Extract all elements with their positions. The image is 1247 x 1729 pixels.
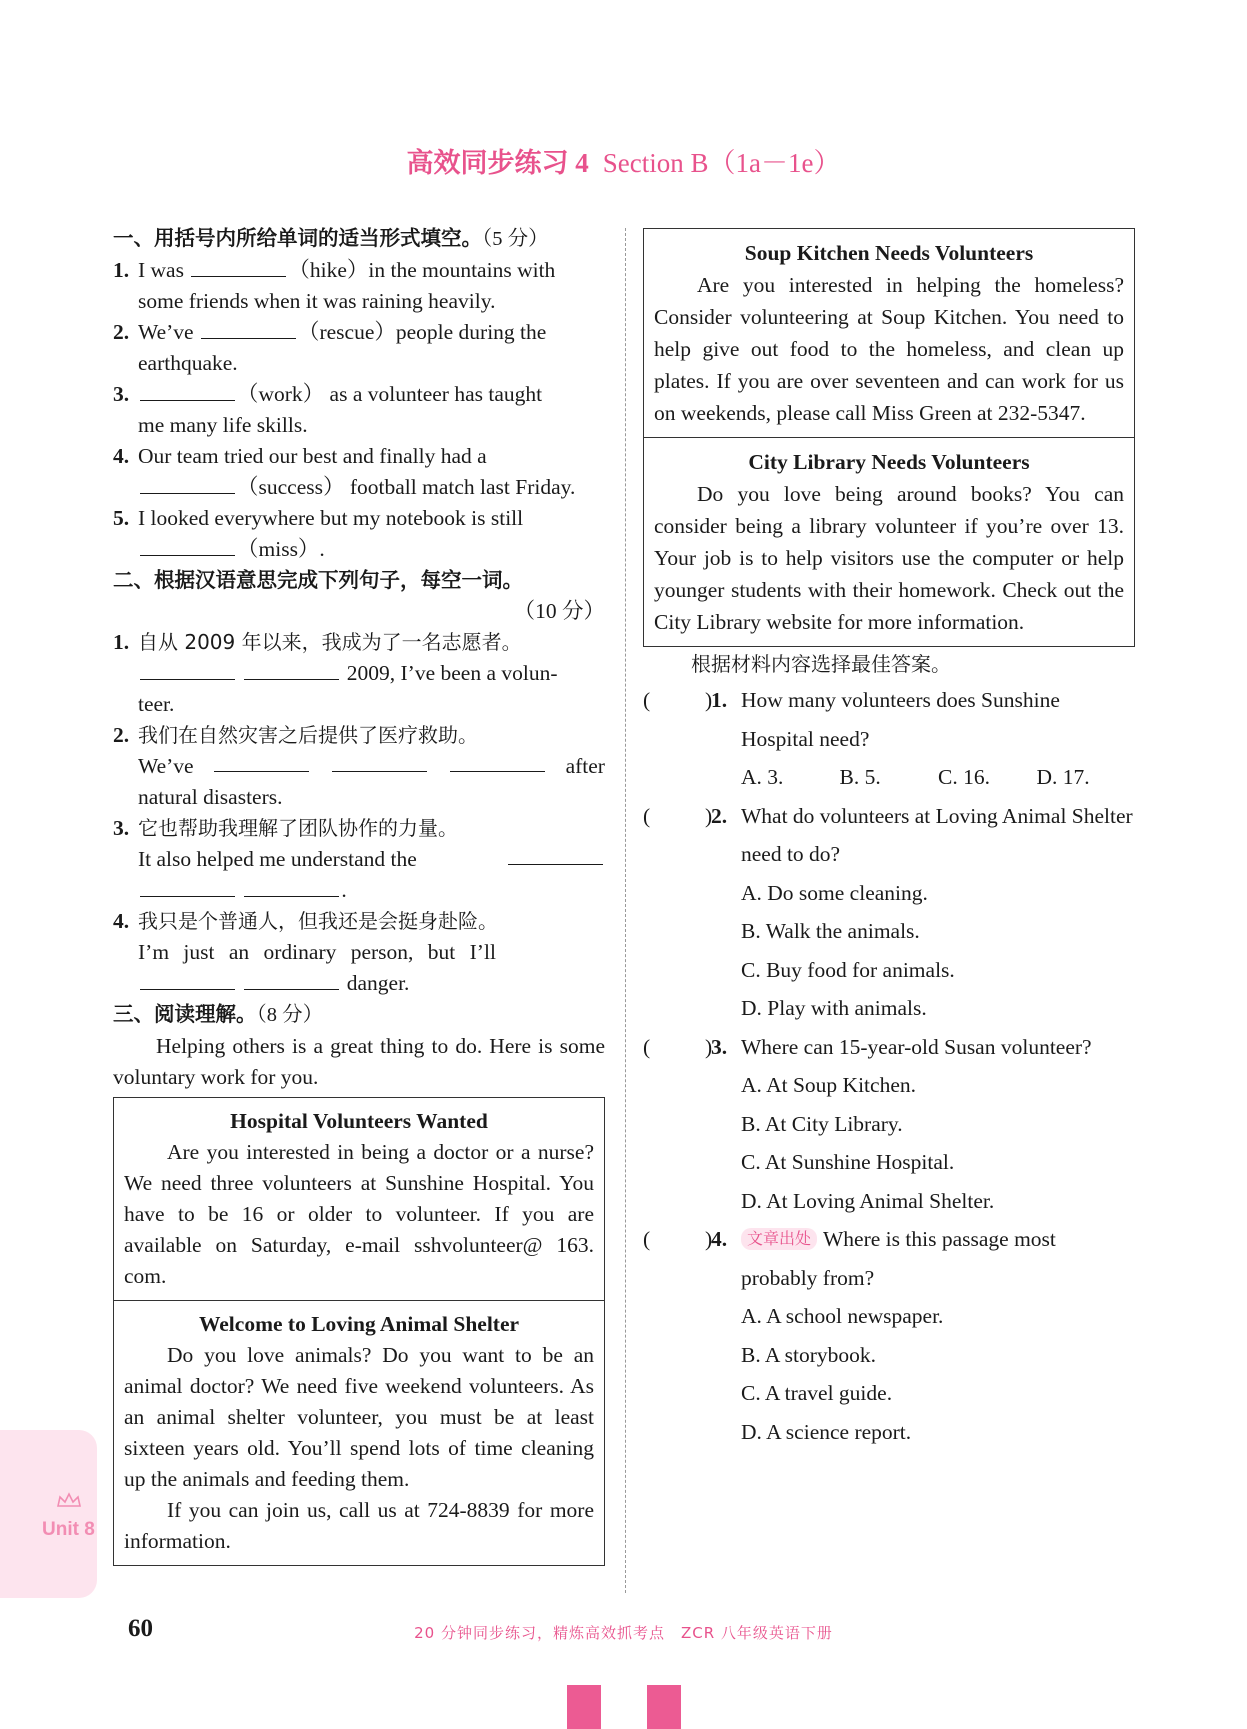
option[interactable]: D. 17. [1036,765,1090,789]
option[interactable]: D. At Loving Animal Shelter. [741,1188,995,1213]
answer-blank[interactable] [214,751,309,772]
part1-question-3: 3. （work） as a volunteer has taught me many life skills. [113,382,543,437]
mcq-question: How many volunteers does Sunshine Hospital need? [741,688,1060,751]
ad-title: Welcome to Loving Animal Shelter [198,1312,520,1336]
answer-bracket[interactable]: ( [643,688,651,712]
ad-animal-shelter [114,1300,604,1565]
ad-paragraph: Are you interested in helping the homeless? Consider volunteering at Soup Kitchen. You need to help give out food to the homeless, and clean up plates. If you are over seventeen and can work for us on weekends, please call Miss Green at 232-5347. [654,273,1124,425]
option[interactable]: B. At City Library. [741,1111,903,1136]
part1-question-1: 1. I was （hike）in the mountains with some friends when it was raining heavily. [113,258,556,313]
answer-bracket[interactable]: ( [643,1034,651,1059]
answer-bracket[interactable]: ( [643,1227,651,1251]
part1-question-5: 5. I looked everywhere but my notebook is still （miss）. [113,506,524,561]
part1-heading: 一、用括号内所给单词的适当形式填空。（5 分） [113,226,549,250]
answer-blank[interactable] [244,969,339,990]
part2-points: （10 分） [513,599,605,623]
ad-city-library [644,437,1134,646]
answer-blank[interactable] [450,751,545,772]
ad-paragraph: If you can join us, call us at 724-8839 for more information. [124,1498,594,1553]
mcq-2: ( ) 2. What do volunteers at Loving Animal Shelter need to do? A. Do some cleaning. B. Walk the animals. C. Buy food for animals. D. Play with animals. [643,797,1135,1028]
mcq-question: 文章出处 Where is this passage most probably from? [741,1227,1056,1290]
part1-question-2: 2. We’ve （rescue）people during the earthquake. [113,320,547,375]
part2-question-3: 3. 它也帮助我理解了团队协作的力量。 It also helped me understand the . [113,813,605,906]
unit-label: Unit 8 [42,1519,95,1540]
option[interactable]: D. Play with animals. [741,996,927,1020]
answer-blank[interactable] [140,876,235,897]
part1-question-4: 4. Our team tried our best and finally had a （success） football match last Friday. [113,444,576,499]
ad-paragraph: Are you interested in being a doctor or a nurse? We need three volunteers at Sunshine Hospital. You have to be 16 or older to volunteer. If you are available on Saturday, e-mail sshvolunteer@ 163. com. [124,1140,594,1288]
mcq-1: ( ) 1. How many volunteers does Sunshine Hospital need? A. 3. B. 5. C. 16. D. 17. [643,681,1135,797]
part2-question-2: 2. 我们在自然灾害之后提供了医疗救助。 We’ve after natural disasters. [113,723,605,809]
right-column [643,228,1135,1451]
option[interactable]: C. A travel guide. [741,1381,893,1405]
ad-box-right [643,228,1135,647]
option[interactable]: A. At Soup Kitchen. [741,1073,916,1097]
ad-title: Soup Kitchen Needs Volunteers [744,241,1034,265]
part2-question-1: 1. 自从 2009 年以来，我成为了一名志愿者。 2009, I’ve been a volun- teer. [113,630,558,716]
option[interactable]: A. Do some cleaning. [741,880,928,905]
reading-intro: Helping others is a great thing to do. Here is some voluntary work for you. [113,1034,605,1089]
answer-blank[interactable] [140,535,235,556]
option[interactable]: C. At Sunshine Hospital. [741,1150,955,1174]
option[interactable]: B. Walk the animals. [741,919,920,943]
option[interactable]: C. Buy food for animals. [741,957,955,982]
answer-blank[interactable] [244,876,339,897]
answer-blank[interactable] [140,969,235,990]
part2-heading: 二、根据汉语意思完成下列句子，每空一词。 [113,568,523,592]
mcq-3: ( ) 3. Where can 15-year-old Susan volunteer? A. At Soup Kitchen. B. At City Library. C. At Sunshine Hospital. D. At Loving Animal Shelter. [643,1028,1135,1221]
page-number: 60 [128,1615,153,1642]
ad-paragraph: Do you love animals? Do you want to be an animal doctor? We need five weekend volunteers. As an animal shelter volunteer, you must be at least sixteen years old. You’ll spend lots of time cleaning up the animals and feeding them. [124,1343,594,1491]
answer-bracket[interactable]: ( [643,803,651,828]
ad-hospital [114,1098,604,1300]
answer-blank[interactable] [244,659,339,680]
answer-blank[interactable] [191,256,286,277]
source-tag: 文章出处 [741,1228,817,1250]
footer-slogan: 20 分钟同步练习，精炼高效抓考点 ZCR 八年级英语下册 [414,1624,833,1642]
answer-blank[interactable] [508,844,603,865]
ad-paragraph: Do you love being around books? You can consider being a library volunteer if you’re over 13. Your job is to help visitors use the computer or help younger students with their homework. Check out the City Library website for more information. [654,482,1124,634]
page-title-main: 高效同步练习 4 [406,148,589,178]
answer-blank[interactable] [332,751,427,772]
page-title-section: Section B（1a－1e） [602,148,841,178]
unit-side-tab [0,1430,97,1598]
left-column [113,223,605,1566]
ad-box-left [113,1097,605,1566]
option[interactable]: A. 3. [741,765,784,789]
page-title [0,146,1247,180]
option[interactable]: B. A storybook. [741,1342,876,1367]
option[interactable]: B. 5. [839,765,881,789]
column-divider [625,228,626,1593]
mcq-4: ( ) 4. 文章出处 Where is this passage most probably from? A. A school newspaper. B. A storybook. C. A travel guide. D. A science report. [643,1220,1135,1451]
ad-title: City Library Needs Volunteers [748,450,1030,474]
decorative-block [647,1685,681,1729]
part2-question-4: 4. 我只是个普通人，但我还是会挺身赴险。 I’m just an ordinary person, but I’ll danger. [113,909,498,995]
mcq-options [643,758,1135,797]
mcq-question: What do volunteers at Loving Animal Shelter need to do? [741,803,1133,866]
option[interactable]: A. A school newspaper. [741,1304,944,1328]
mcq-question: Where can 15-year-old Susan volunteer? [741,1034,1092,1059]
option[interactable]: C. 16. [938,765,990,789]
answer-blank[interactable] [140,473,235,494]
answer-blank[interactable] [140,659,235,680]
ad-title: Hospital Volunteers Wanted [230,1109,488,1133]
choose-heading: 根据材料内容选择最佳答案。 [691,652,951,676]
ad-soup-kitchen [644,229,1134,437]
answer-blank[interactable] [201,318,296,339]
option[interactable]: D. A science report. [741,1419,912,1444]
part3-heading: 三、阅读理解。（8 分） [113,1002,324,1026]
answer-blank[interactable] [140,380,235,401]
crown-icon [56,1492,82,1508]
decorative-block [567,1685,601,1729]
